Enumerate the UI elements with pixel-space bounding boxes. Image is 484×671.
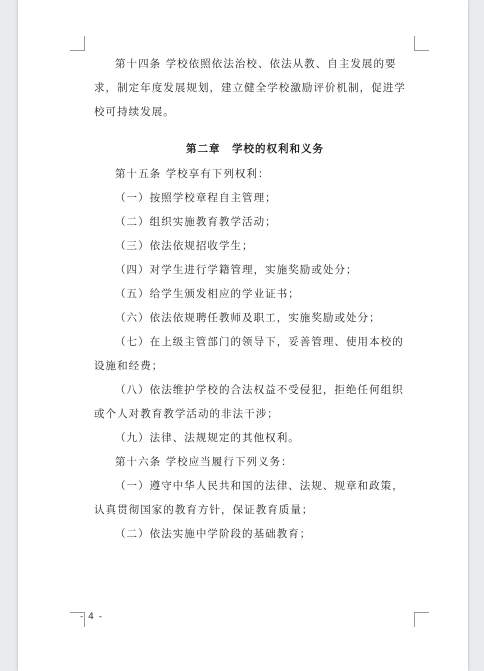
text-line: （一）遵守中华人民共和国的法律、法规、规章和政策， <box>115 480 404 492</box>
text-line: （五）给学生颁发相应的学业证书； <box>115 288 300 300</box>
spacer <box>94 124 416 136</box>
text-block-before-title <box>94 52 416 124</box>
chapter-title: 第二章 学校的权利和义务 <box>186 143 324 155</box>
text-line: （二）组织实施教育教学活动； <box>115 216 277 228</box>
text-line: （一）按照学校章程自主管理； <box>115 192 277 204</box>
text-line: 校可持续发展。 <box>94 106 175 118</box>
crop-mark-top-right <box>414 36 429 51</box>
text-block-after-title <box>94 162 416 546</box>
crop-mark-top-left <box>70 36 85 51</box>
text-line: 第十五条 学校享有下列权利： <box>115 168 270 180</box>
page-number: - 4 - <box>80 612 103 622</box>
text-line: 第十六条 学校应当履行下列义务： <box>115 456 293 468</box>
crop-mark-bottom-right <box>414 612 429 627</box>
text-line: （八）依法维护学校的合法权益不受侵犯，拒绝任何组织 <box>115 384 404 396</box>
text-line: 或个人对教育教学活动的非法干涉； <box>94 408 279 420</box>
text-line: （七）在上级主管部门的领导下，妥善管理、使用本校的 <box>115 336 404 348</box>
document-page <box>18 0 468 671</box>
text-line: 求，制定年度发展规划，建立健全学校激励评价机制，促进学 <box>94 82 406 94</box>
text-line: （四）对学生进行学籍管理，实施奖励或处分； <box>115 264 358 276</box>
text-line: 第十四条 学校依照依法治校、依法从教、自主发展的要 <box>115 58 397 70</box>
text-line: 设施和经费； <box>94 360 164 372</box>
text-line: （三）依法依规招收学生； <box>115 240 254 252</box>
text-line: 认真贯彻国家的教育方针，保证教育质量； <box>94 504 314 516</box>
document-body[interactable] <box>94 52 416 546</box>
text-line: （六）依法依规聘任教师及职工，实施奖励或处分； <box>115 312 381 324</box>
text-line: （二）依法实施中学阶段的基础教育； <box>115 528 312 540</box>
text-line: （九）法律、法规规定的其他权利。 <box>115 432 300 444</box>
